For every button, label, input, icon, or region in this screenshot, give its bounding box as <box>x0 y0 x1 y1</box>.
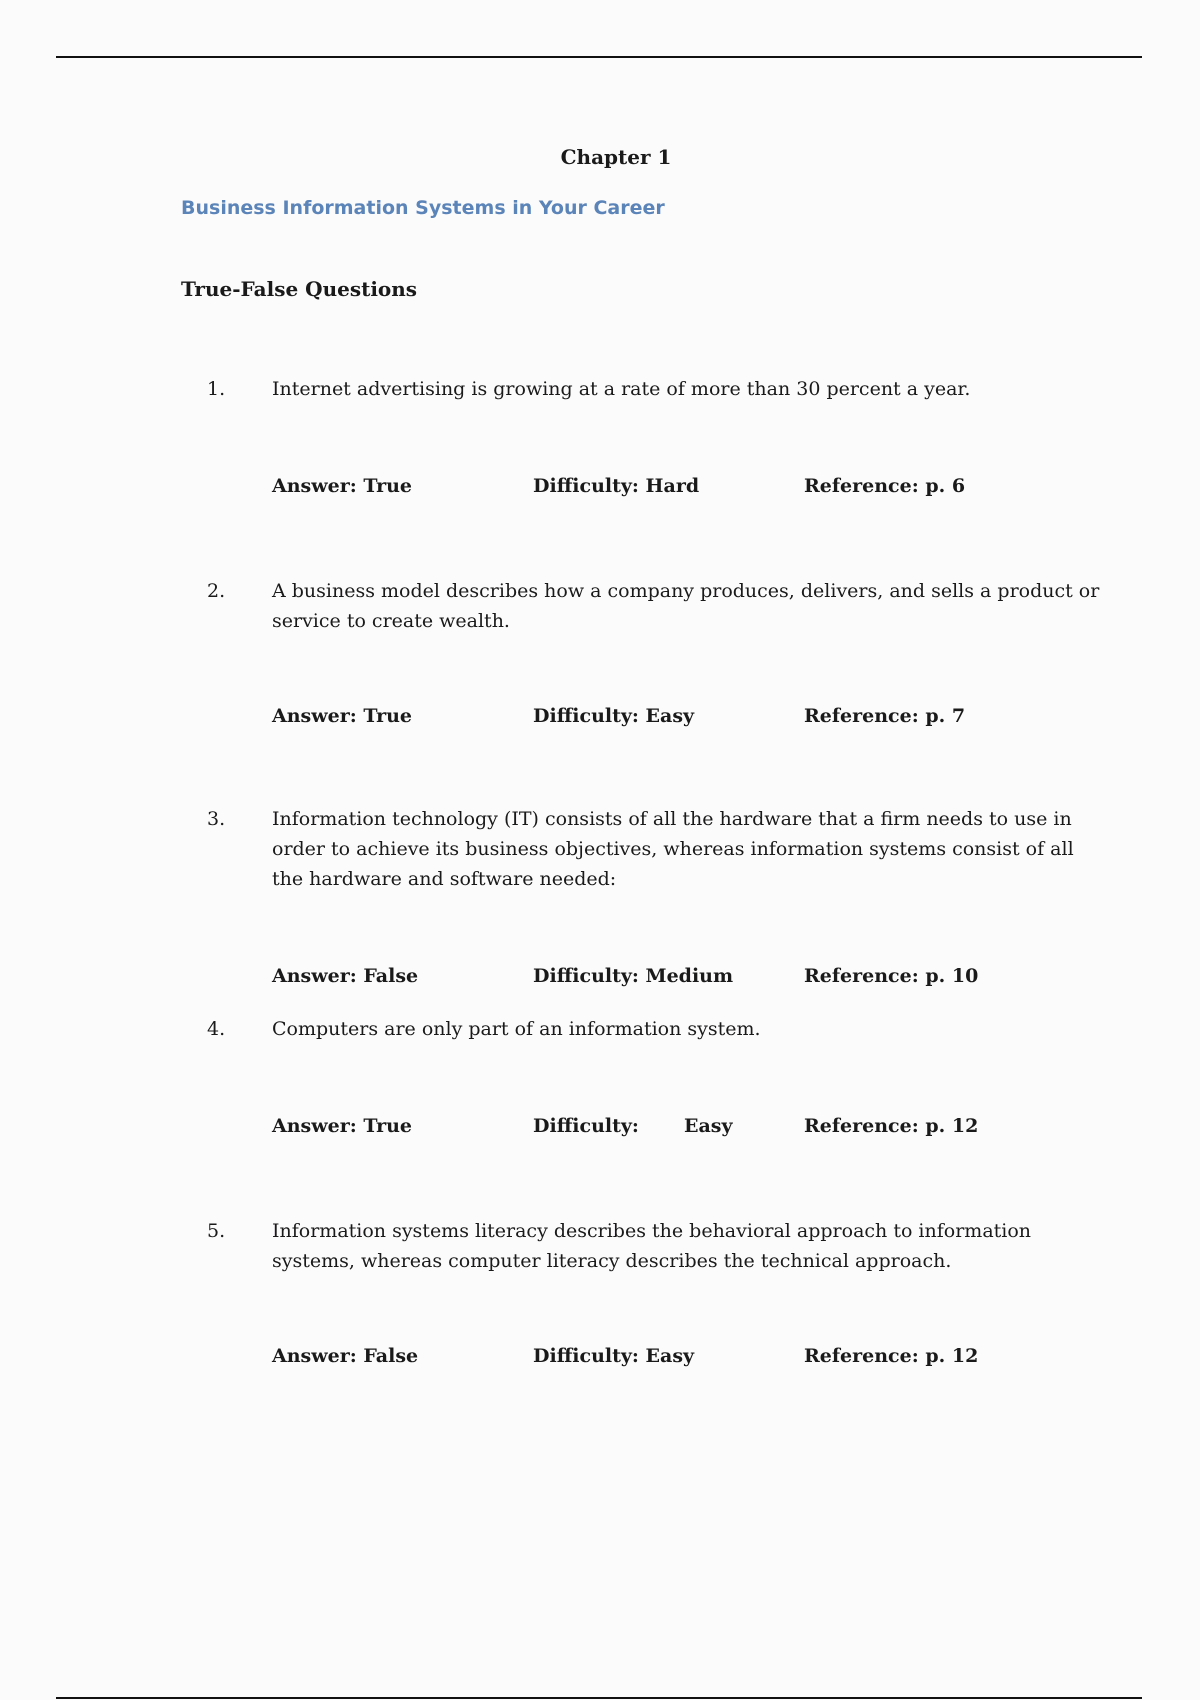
difficulty-label: Difficulty: <box>533 1115 639 1137</box>
reference-label: Reference: p. 7 <box>804 705 966 727</box>
question-number: 5. <box>207 1220 226 1242</box>
reference-label: Reference: p. 12 <box>804 1345 979 1367</box>
difficulty-value: Easy <box>684 1115 733 1137</box>
answer-label: Answer: False <box>272 965 419 987</box>
question-number: 4. <box>207 1018 226 1040</box>
question-number: 2. <box>207 580 226 602</box>
answer-label: Answer: True <box>272 705 413 727</box>
chapter-title: Chapter 1 <box>560 145 672 169</box>
top-rule <box>56 56 1142 58</box>
question-text: Information technology (IT) consists of all the hardware that a firm needs to use in order to achieve its business objectives, whereas information systems consist of all the hardware and software needed: <box>272 808 1074 890</box>
question-text: Computers are only part of an information system. <box>272 1018 761 1040</box>
question-meta <box>272 1345 1072 1375</box>
difficulty-label: Difficulty: Easy <box>533 705 695 727</box>
answer-label: Answer: False <box>272 1345 419 1367</box>
reference-label: Reference: p. 6 <box>804 475 966 497</box>
question-text: Information systems literacy describes the behavioral approach to information systems, whereas computer literacy describes the technical approach. <box>272 1220 1032 1272</box>
difficulty-label: Difficulty: Medium <box>533 965 734 987</box>
question-text: Internet advertising is growing at a rate of more than 30 percent a year. <box>272 378 971 400</box>
question-meta <box>272 1115 1072 1145</box>
chapter-subtitle: Business Information Systems in Your Career <box>181 197 665 219</box>
section-title: True-False Questions <box>181 277 418 301</box>
reference-label: Reference: p. 12 <box>804 1115 979 1137</box>
question-meta <box>272 705 1072 735</box>
question-number: 1. <box>207 378 226 400</box>
answer-label: Answer: True <box>272 475 413 497</box>
question-meta <box>272 475 1072 505</box>
question-number: 3. <box>207 808 226 830</box>
reference-label: Reference: p. 10 <box>804 965 979 987</box>
difficulty-label: Difficulty: Hard <box>533 475 700 497</box>
bottom-rule <box>56 1697 1142 1699</box>
question-text: A business model describes how a company produces, delivers, and sells a product or service to create wealth. <box>272 580 1100 632</box>
question-meta <box>272 965 1072 995</box>
answer-label: Answer: True <box>272 1115 413 1137</box>
difficulty-label: Difficulty: Easy <box>533 1345 695 1367</box>
